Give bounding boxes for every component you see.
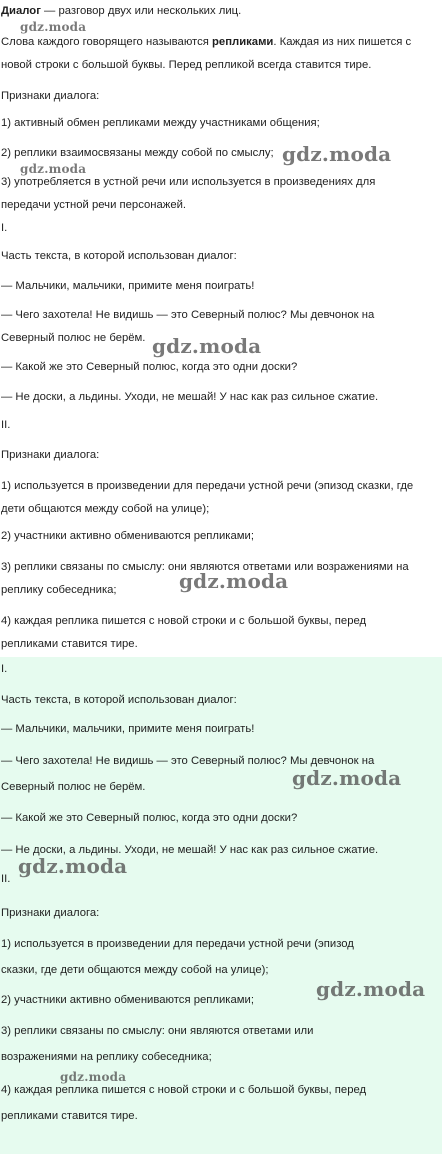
part2-item-4b: репликами ставится тире.: [1, 638, 138, 650]
answer-roman-1: I.: [1, 663, 8, 675]
signs-item-2: 2) реплики взаимосвязаны между собой по смыслу;: [1, 147, 274, 159]
part1-line-2a: — Чего захотела! Не видишь — это Северный полюс? Мы девчонок на: [1, 309, 375, 321]
watermark: gdz.moda: [316, 977, 426, 1001]
signs-item-1: 1) активный обмен репликами между участниками общения;: [1, 117, 320, 129]
watermark: gdz.moda: [20, 20, 87, 34]
part2-roman: II.: [1, 419, 11, 431]
part1-line-2b: Северный полюс не берём.: [1, 332, 146, 344]
watermark: gdz.moda: [179, 569, 289, 593]
intro-line-3: новой строки с большой буквы. Перед репликой всегда ставится тире.: [1, 59, 372, 71]
answer-line-1: — Мальчики, мальчики, примите меня поиграть!: [1, 723, 255, 735]
watermark: gdz.moda: [20, 162, 87, 176]
watermark: gdz.moda: [18, 854, 128, 878]
answer-item-1b: сказки, где дети общаются между собой на улице);: [1, 964, 269, 976]
intro-line-2: Слова каждого говорящего называются репликами. Каждая из них пишется с: [1, 36, 412, 48]
answer-line-2b: Северный полюс не берём.: [1, 781, 146, 793]
answer-line-2a: — Чего захотела! Не видишь — это Северный полюс? Мы девчонок на: [1, 755, 375, 767]
watermark: gdz.moda: [292, 766, 402, 790]
answer-item-3b: возражениями на реплику собеседника;: [1, 1051, 212, 1063]
answer-roman-2: II.: [1, 873, 11, 885]
part2-item-4a: 4) каждая реплика пишется с новой строки и с большой буквы, перед: [1, 615, 367, 627]
part2-item-1a: 1) используется в произведении для передачи устной речи (эпизод сказки, где: [1, 480, 414, 492]
answer-item-2: 2) участники активно обмениваются репликами;: [1, 994, 254, 1006]
part1-line-4: — Не доски, а льдины. Уходи, не мешай! У нас как раз сильное сжатие.: [1, 391, 379, 403]
answer-heading: Часть текста, в которой использован диалог:: [1, 694, 237, 706]
signs-title: Признаки диалога:: [1, 90, 100, 102]
watermark: gdz.moda: [152, 334, 262, 358]
part1-heading: Часть текста, в которой использован диалог:: [1, 250, 237, 262]
answer-item-4b: репликами ставится тире.: [1, 1110, 138, 1122]
signs-item-3a: 3) употребляется в устной речи или используется в произведениях для: [1, 176, 376, 188]
part1-roman: I.: [1, 222, 8, 234]
intro-definition: Диалог — разговор двух или нескольких лиц.: [1, 5, 242, 17]
part2-item-1b: дети общаются между собой на улице);: [1, 503, 210, 515]
watermark: gdz.moda: [282, 142, 392, 166]
answer-item-4a: 4) каждая реплика пишется с новой строки и с большой буквы, перед: [1, 1084, 367, 1096]
answer-line-3: — Какой же это Северный полюс, когда это одни доски?: [1, 812, 298, 824]
part1-line-3: — Какой же это Северный полюс, когда это одни доски?: [1, 361, 298, 373]
answer-title: Признаки диалога:: [1, 907, 100, 919]
answer-line-4: — Не доски, а льдины. Уходи, не мешай! У нас как раз сильное сжатие.: [1, 844, 379, 856]
part1-line-1: — Мальчики, мальчики, примите меня поиграть!: [1, 280, 255, 292]
part2-title: Признаки диалога:: [1, 449, 100, 461]
answer-item-1a: 1) используется в произведении для передачи устной речи (эпизод: [1, 938, 354, 950]
part2-item-3a: 3) реплики связаны по смыслу: они являются ответами или возражениями на: [1, 561, 409, 573]
answer-item-3a: 3) реплики связаны по смыслу: они являются ответами или: [1, 1025, 314, 1037]
part2-item-3b: реплику собеседника;: [1, 584, 117, 596]
part2-item-2: 2) участники активно обмениваются репликами;: [1, 530, 254, 542]
signs-item-3b: передачи устной речи персонажей.: [1, 199, 187, 211]
watermark: gdz.moda: [60, 1070, 127, 1084]
